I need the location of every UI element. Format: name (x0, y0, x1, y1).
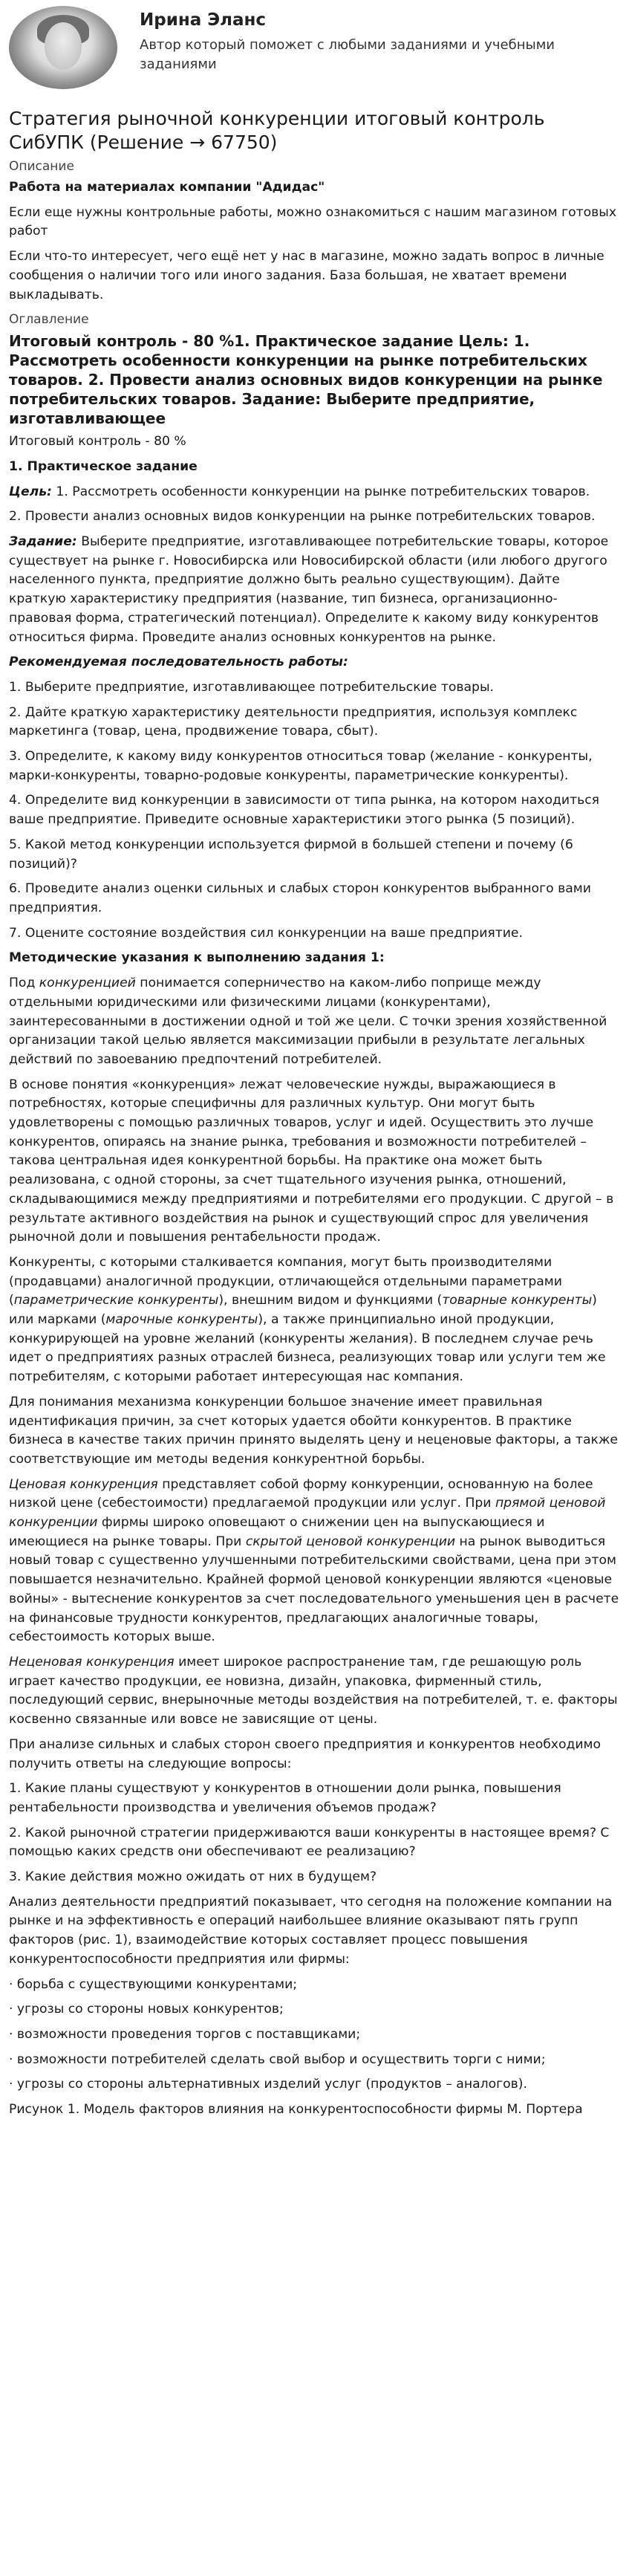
control-text: Итоговый контроль - 80 % (9, 434, 186, 450)
author-info (140, 6, 555, 74)
step-1: 1. Выберите предприятие, изготавливающее потребительские товары. (9, 679, 494, 695)
toc-label: Оглавление (9, 312, 89, 328)
paragraph-factors: Анализ деятельности предприятий показывает, что сегодня на положение компании на рынке и на эффективность е операций наибольшее влияние оказывают пять групп факторов (рис. 1), взаимодействие которых составляет процесс повышения конкурентоспособности предприятия или фирмы: (9, 1894, 613, 1967)
bullet-2: · угрозы со стороны новых конкурентов; (9, 2002, 284, 2017)
paragraph-needs: В основе понятия «конкуренция» лежат человеческие нужды, выражающиеся в потребностях, которые специфичны для различных культур. Они могут быть удовлетворены с помощью различных товаров, услуг и идей. Осуществить это лучше конкурентов, опираясь на знание рынка, требования и возможности потребителей – такова центральная идея конкурентной борьбы. На практике она может быть реализована, с одной стороны, за счет тщательного изучения рынка, отношений, складывающимися между предприятиями и потребителями его продукции. С другой – в результате активного воздействия на рынок и существующий спрос для увеличения рыночной доли и повышения рентабельности продаж. (9, 1077, 614, 1245)
sequence-label-text: Рекомендуемая последовательность работы: (9, 655, 348, 670)
p3-d: товарные конкуренты (442, 1293, 593, 1308)
question-3: 3. Какие действия можно ожидать от них в будущем? (9, 1869, 377, 1885)
step-2: 2. Дайте краткую характеристику деятельности предприятия, используя комплекс маркетинга (товар, цена, продвижение товара, сбыт). (9, 704, 578, 739)
p5-d: фирмы широко оповещают о снижении цен на выпускающиеся и имеющиеся на рынке товары. При (9, 1515, 545, 1549)
p3-g: ), а также принципиально иной продукции, конкурирующей на уровне желаний (конкуренты желания). В последнем случае речь идет о предприятиях разных отраслей бизнеса, реализующих товар или услуги тем же потребителям, с которыми работает интересующая нас компания. (9, 1312, 606, 1385)
goal-2: 2. Провести анализ основных видов конкуренции на рынке потребительских товаров. (9, 509, 596, 525)
bullet-1: · борьба с существующими конкурентами; (9, 1976, 298, 1992)
task-label: Задание: (9, 534, 77, 550)
p6-b: имеет широкое распространение там, где решающую роль играет качество продукции, ее новизна, дизайн, упаковка, фирменный стиль, последующий сервис, внерыночные методы воздействия на потребителей, т. е. факторы косвенно связанные или вовсе не зависящие от цены. (9, 1655, 618, 1727)
p3-f: марочные конкуренты (105, 1312, 258, 1328)
paragraph-mechanism: Для понимания механизма конкуренции большое значение имеет правильная идентификация причин, за счет которых удается обойти конкурентов. В практике бизнеса в качестве таких причин принято выделять цену и неценовые факторы, а также соответствующие им методы ведения конкурентной борьбы. (9, 1394, 618, 1467)
task-paragraph (9, 533, 620, 647)
paragraph-price-competition (9, 1476, 620, 1647)
bullet-4: · возможности потребителей сделать свой выбор и осуществить торги с ними; (9, 2051, 546, 2067)
p1-b: конкуренцией (39, 976, 136, 991)
work-on-text: Работа на материалах компании "Адидас" (9, 180, 325, 195)
goal-paragraph (9, 483, 620, 502)
practical-heading: 1. Практическое задание (9, 458, 198, 474)
p5-b: представляет собой форму конкуренции, основанную на более низкой цене (себестоимости) предлагаемой продукции или услуг. При (9, 1476, 593, 1511)
goal-1: 1. Рассмотреть особенности конкуренции на рынке потребительских товаров. (51, 484, 590, 499)
sequence-label (9, 653, 620, 672)
p6-a: Неценовая конкуренция (9, 1655, 175, 1670)
p3-e: ) или марками ( (9, 1293, 597, 1328)
question-2: 2. Какой рыночной стратегии придерживаются ваши конкуренты в настоящее время? С помощью каких средств они обеспечивают ее реализацию? (9, 1825, 610, 1860)
avatar-face (45, 22, 82, 70)
p3-b: параметрические конкуренты (13, 1293, 219, 1308)
paragraph-competitors (9, 1253, 620, 1387)
more-works-text: Если еще нужны контрольные работы, можно ознакомиться с нашим магазином готовых работ (9, 204, 617, 239)
p5-a: Ценовая конкуренция (9, 1476, 158, 1492)
p5-e: скрытой ценовой конкуренции (245, 1534, 456, 1549)
figure-caption: Рисунок 1. Модель факторов влияния на конкурентоспособности фирмы М. Портера (9, 2102, 583, 2118)
paragraph-nonprice-competition (9, 1653, 620, 1730)
p1-c: понимается соперничество на каком-либо поприще между отдельными юридическими или физическими лицами (конкурентами), заинтересованными в достижении одной и той же цели. С точки зрения хозяйственной организации такой целью является максимизации прибыли в результате легальных действий по завоеванию предпочтений потребителей. (9, 976, 607, 1067)
method-heading: Методические указания к выполнению задания 1: (9, 950, 385, 966)
step-5: 5. Какой метод конкуренции используется фирмой в большей степени и почему (6 позиций)? (9, 837, 573, 872)
author-name[interactable]: Ирина Эланс (140, 10, 267, 30)
p5-c: прямой ценовой конкуренции (9, 1496, 606, 1531)
question-1: 1. Какие планы существуют у конкурентов в отношении доли рынка, повышения рентабельности производства и увеличения объемов продаж? (9, 1781, 561, 1815)
author-card (9, 0, 620, 94)
author-description: Автор который поможет с любыми заданиями и учебными заданиями (140, 37, 555, 72)
paragraph-analysis-intro: При анализе сильных и слабых сторон своего предприятия и конкурентов необходимо получить ответы на следующие вопросы: (9, 1736, 602, 1771)
p1-a: Под (9, 976, 39, 991)
author-avatar[interactable] (9, 6, 117, 89)
bullet-3: · возможности проведения торгов с поставщиками; (9, 2026, 361, 2042)
p5-f: на рынок выводиться новый товар с существенно улучшенными потребительскими свойствами, цена при этом повышается незначительно. Крайней формой ценовой конкуренции являются «ценовые войны» - вытеснение конкурентов за счет последовательного уменьшения цен в расчете на финансовые трудности конкурентов, предлагающих аналогичные товары, себестоимость которых выше. (9, 1534, 619, 1645)
step-3: 3. Определите, к какому виду конкурентов относиться товар (желание - конкуренты, марки-конкуренты, товарно-родовые конкуренты, параметрические конкуренты). (9, 749, 593, 783)
step-4: 4. Определите вид конкуренции в зависимости от типа рынка, на котором находиться ваше предприятие. Приведите основные характеристики этого рынка (5 позиций). (9, 793, 600, 828)
ask-text: Если что-то интересует, чего ещё нет у нас в магазине, можно задать вопрос в личные сообщения о наличии того или иного задания. База большая, не хватает времени выкладывать. (9, 249, 604, 302)
toc-heading: Итоговый контроль - 80 %1. Практическое задание Цель: 1. Рассмотреть особенности конкуренции на рынке потребительских товаров. 2. Провести анализ основных видов конкуренции на рынке потребительских товаров. Задание: Выберите предприятие, изготавливающее (9, 332, 603, 428)
task-text: Выберите предприятие, изготавливающее потребительские товары, которое существует на рынке г. Новосибирска или Новосибирской области (или любого другого населенного пункта, предприятие должно быть реально существующим). Дайте краткую характеристику предприятия (название, тип бизнеса, организационно-правовая форма, стратегический потенциал). Определите к какому виду конкурентов относиться фирма. Проведите анализ основных конкурентов на рынке. (9, 534, 609, 645)
paragraph-competition (9, 974, 620, 1070)
goal-label: Цель: (9, 484, 52, 499)
bullet-5: · угрозы со стороны альтернативных изделий услуг (продуктов – аналогов). (9, 2077, 527, 2092)
step-7: 7. Оцените состояние воздействия сил конкуренции на ваше предприятие. (9, 925, 523, 941)
p3-a: Конкуренты, с которыми сталкивается компания, могут быть производителями (продавцами) аналогичной продукции, отличающейся отдельными параметрами ( (9, 1254, 562, 1308)
description-label: Описание (9, 159, 74, 174)
page-title: Стратегия рыночной конкуренции итоговый контроль СибУПК (Решение → 67750) (9, 108, 545, 153)
p3-c: ), внешним видом и функциями ( (218, 1293, 443, 1308)
step-6: 6. Проведите анализ оценки сильных и слабых сторон конкурентов выбранного вами предприятия. (9, 881, 591, 915)
